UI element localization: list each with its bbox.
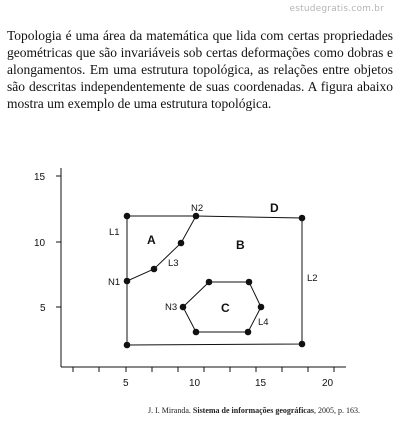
question-text: Topologia é uma área da matemática que lida com certas propriedades geométricas que são invariáveis sob certas deformações como dobras e alongamentos. Em uma estrutura topológica, as relações entre objetos são descritas independentemente de suas coordenadas. A figura abaixo mostra um exemplo de uma estrutura topológica. [7, 28, 393, 111]
label-region-D: D [270, 201, 279, 215]
label-L4: L4 [258, 317, 269, 328]
label-region-A: A [147, 233, 156, 247]
vertex-L3-a [151, 266, 158, 273]
y-tick-label-5: 5 [40, 303, 46, 314]
vertex-top-right [299, 215, 306, 222]
watermark: estudegratis.com.br [289, 4, 384, 14]
vertex-hex-top-right [246, 279, 253, 286]
vertex-hex-bottom-right [245, 329, 252, 336]
vertex-N1 [124, 278, 131, 285]
label-L3: L3 [168, 258, 179, 269]
vertex-bottom-left [124, 342, 131, 349]
vertex-hex-top-left [206, 279, 213, 286]
label-N3: N3 [165, 302, 178, 313]
x-tick-label-15: 15 [255, 378, 267, 389]
vertex-hex-bottom-left [193, 329, 200, 336]
vertex-L3-b [178, 240, 185, 247]
vertex-N3 [180, 304, 187, 311]
label-region-C: C [221, 301, 230, 315]
x-tick-label-5: 5 [123, 378, 129, 389]
vertex-bottom-right [299, 341, 306, 348]
y-tick-label-10: 10 [34, 238, 46, 249]
figure-caption [148, 406, 394, 415]
vertex-top-left [124, 213, 131, 220]
label-N2: N2 [191, 203, 204, 214]
label-N1: N1 [108, 277, 121, 288]
topology-figure [0, 160, 400, 415]
x-ticks [73, 367, 334, 372]
line-L3 [127, 216, 196, 281]
label-L1: L1 [109, 227, 120, 238]
x-tick-label-20: 20 [322, 378, 334, 389]
caption-rest: , 2005, p. 163. [313, 406, 360, 415]
y-tick-label-15: 15 [34, 172, 46, 183]
label-L2: L2 [307, 273, 318, 284]
caption-author: J. I. Miranda. [148, 406, 191, 415]
x-tick-label-10: 10 [189, 378, 201, 389]
label-region-B: B [236, 238, 245, 252]
caption-title: Sistema de informações geográficas [192, 406, 314, 415]
vertex-hex-right [258, 304, 265, 311]
